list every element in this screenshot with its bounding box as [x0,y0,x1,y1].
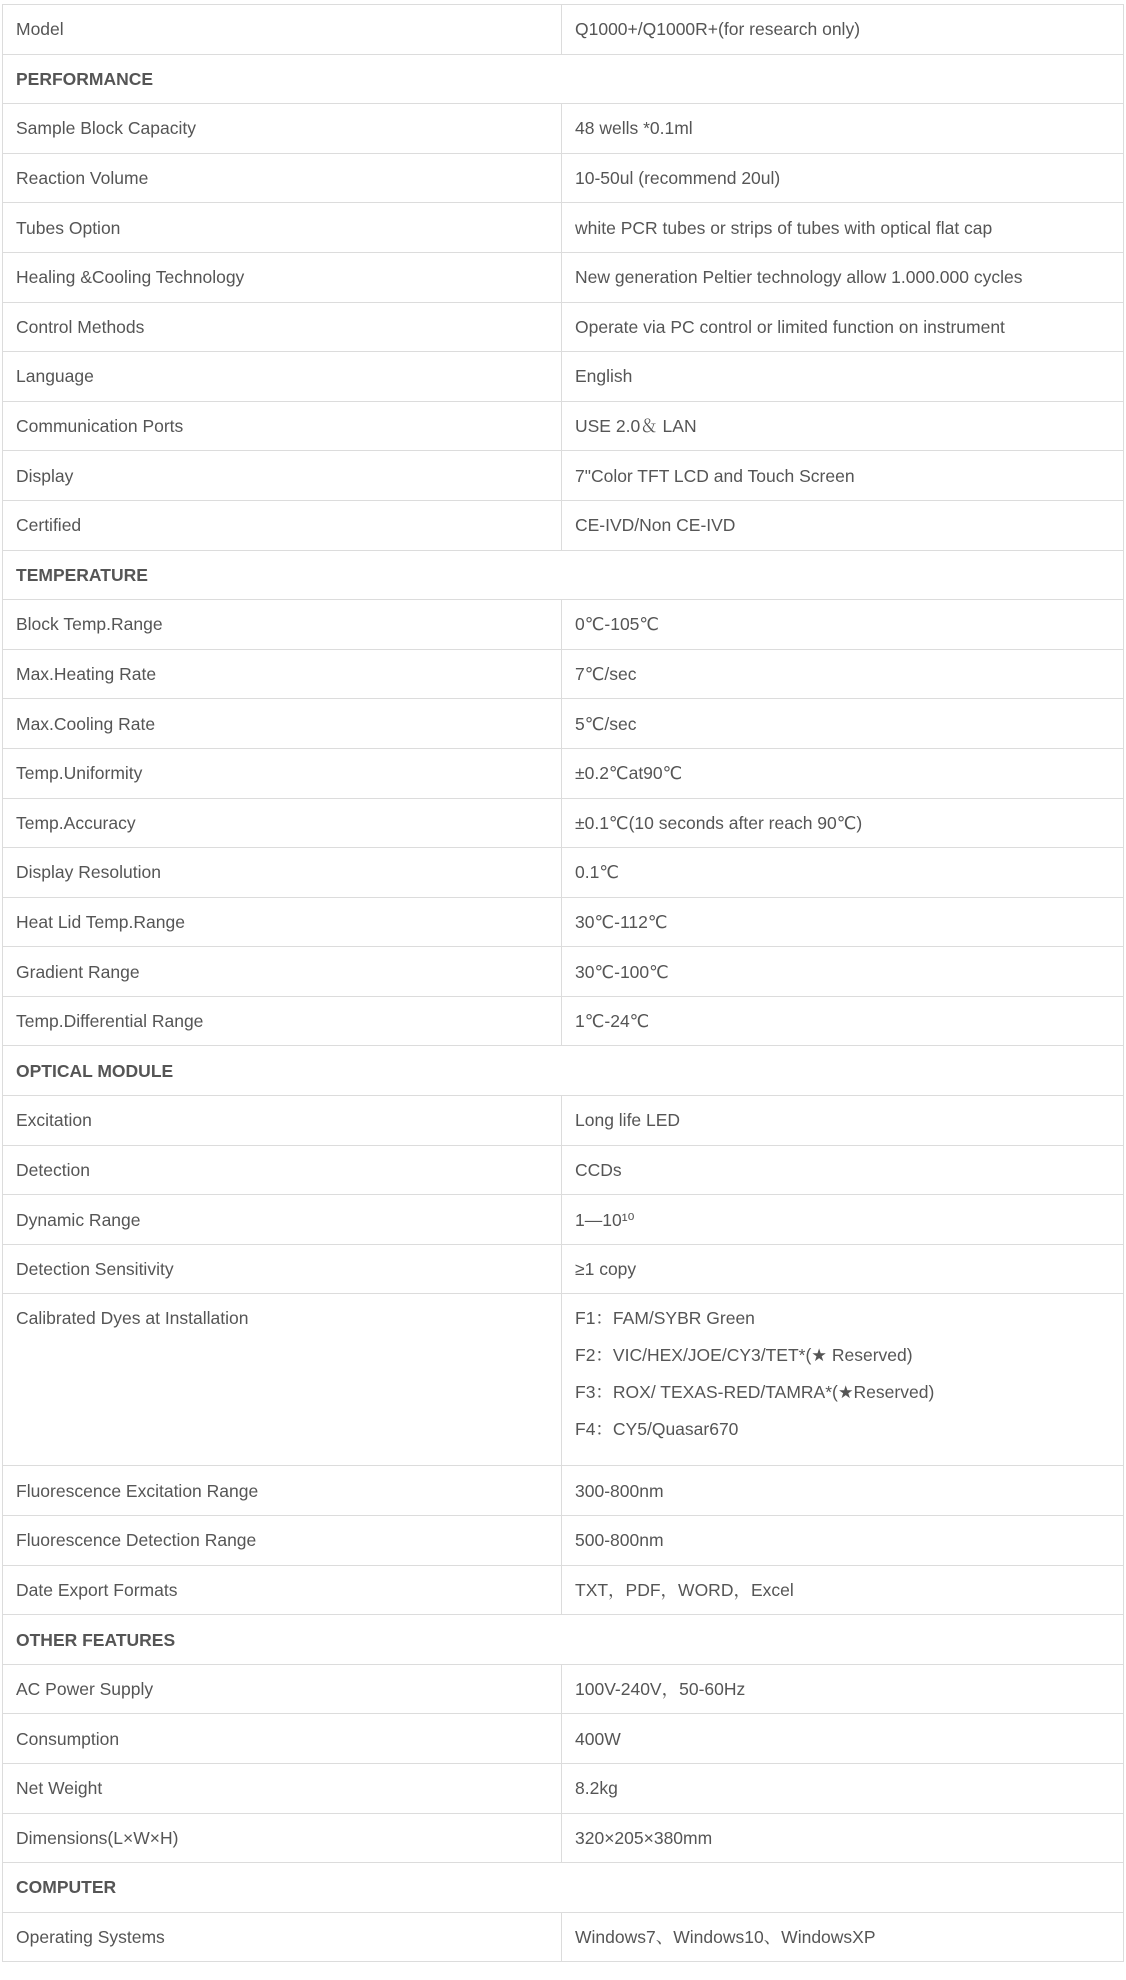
table-row [3,1813,1124,1863]
spec-label: Dynamic Range [3,1195,562,1245]
spec-value: ≥1 copy [562,1244,1124,1294]
table-row [3,600,1124,650]
spec-label: Dimensions(L×W×H) [3,1813,562,1863]
dye-channel-line: F4：CY5/Quasar670 [575,1419,739,1440]
spec-label: Temp.Differential Range [3,996,562,1046]
spec-value: 0℃-105℃ [562,600,1124,650]
table-row [3,1664,1124,1714]
spec-value: 500-800nm [562,1516,1124,1566]
table-row [3,1466,1124,1516]
spec-label: Max.Cooling Rate [3,699,562,749]
spec-label: Detection Sensitivity [3,1244,562,1294]
table-row [3,302,1124,352]
spec-value: 7"Color TFT LCD and Touch Screen [562,451,1124,501]
table-row [3,500,1124,550]
spec-label: Max.Heating Rate [3,649,562,699]
table-row [3,1516,1124,1566]
spec-label: Detection [3,1145,562,1195]
spec-label: Certified [3,500,562,550]
table-row [3,1764,1124,1814]
spec-label: Model [3,5,562,55]
spec-label: Consumption [3,1714,562,1764]
dye-channel-line: F1：FAM/SYBR Green [575,1308,755,1329]
spec-label: Display Resolution [3,848,562,898]
spec-label: Block Temp.Range [3,600,562,650]
spec-value: New generation Peltier technology allow 1.000.000 cycles [562,252,1124,302]
spec-label: Fluorescence Excitation Range [3,1466,562,1516]
table-row [3,352,1124,402]
table-row [3,203,1124,253]
table-row [3,897,1124,947]
table-row [3,748,1124,798]
table-row [3,1294,1124,1466]
table-row [3,1714,1124,1764]
spec-value: Windows7、Windows10、WindowsXP [562,1912,1124,1962]
spec-label: Excitation [3,1096,562,1146]
table-row [3,1912,1124,1962]
spec-label: Sample Block Capacity [3,104,562,154]
section-title-temperature: TEMPERATURE [3,550,1124,600]
spec-value: 30℃-112℃ [562,897,1124,947]
table-row [3,1096,1124,1146]
spec-label: Control Methods [3,302,562,352]
section-title-other-features: OTHER FEATURES [3,1615,1124,1665]
spec-label: Healing &Cooling Technology [3,252,562,302]
spec-value: CE-IVD/Non CE-IVD [562,500,1124,550]
section-title-computer: COMPUTER [3,1863,1124,1913]
section-header-row [3,1046,1124,1096]
spec-value: 8.2kg [562,1764,1124,1814]
dye-channel-line: F2：VIC/HEX/JOE/CY3/TET*(★ Reserved) [575,1345,913,1366]
table-row [3,947,1124,997]
spec-label: AC Power Supply [3,1664,562,1714]
spec-value: 1—10¹⁰ [562,1195,1124,1245]
table-row [3,451,1124,501]
spec-value-list [562,1294,1124,1466]
spec-value: Long life LED [562,1096,1124,1146]
spec-value: 48 wells *0.1ml [562,104,1124,154]
spec-value: 7℃/sec [562,649,1124,699]
table-row [3,252,1124,302]
table-row [3,798,1124,848]
spec-label: Tubes Option [3,203,562,253]
table-row [3,699,1124,749]
spec-value: English [562,352,1124,402]
spec-value: white PCR tubes or strips of tubes with optical flat cap [562,203,1124,253]
section-title-optical-module: OPTICAL MODULE [3,1046,1124,1096]
table-row [3,1244,1124,1294]
spec-label: Gradient Range [3,947,562,997]
spec-label: Date Export Formats [3,1565,562,1615]
spec-value: 1℃-24℃ [562,996,1124,1046]
spec-label: Fluorescence Detection Range [3,1516,562,1566]
spec-value: ±0.1℃(10 seconds after reach 90℃) [562,798,1124,848]
spec-label: Heat Lid Temp.Range [3,897,562,947]
spec-label: Reaction Volume [3,153,562,203]
spec-value: 10-50ul (recommend 20ul) [562,153,1124,203]
table-row [3,153,1124,203]
table-row [3,1195,1124,1245]
spec-label: Temp.Accuracy [3,798,562,848]
table-row [3,649,1124,699]
spec-value: 320×205×380mm [562,1813,1124,1863]
table-row [3,401,1124,451]
section-title-performance: PERFORMANCE [3,54,1124,104]
spec-value: CCDs [562,1145,1124,1195]
spec-label: Temp.Uniformity [3,748,562,798]
spec-value: 400W [562,1714,1124,1764]
spec-label: Operating Systems [3,1912,562,1962]
spec-label: Net Weight [3,1764,562,1814]
table-row [3,848,1124,898]
spec-value: ±0.2℃at90℃ [562,748,1124,798]
spec-label: Display [3,451,562,501]
spec-value: USE 2.0＆ LAN [562,401,1124,451]
spec-value: Q1000+/Q1000R+(for research only) [562,5,1124,55]
spec-label: Calibrated Dyes at Installation [3,1294,562,1466]
section-header-row [3,550,1124,600]
specifications-table [2,4,1124,1962]
table-row [3,996,1124,1046]
dye-channel-line: F3：ROX/ TEXAS-RED/TAMRA*(★Reserved) [575,1382,935,1403]
spec-value: 0.1℃ [562,848,1124,898]
table-row [3,1565,1124,1615]
spec-value: Operate via PC control or limited function on instrument [562,302,1124,352]
spec-value: TXT，PDF，WORD，Excel [562,1565,1124,1615]
spec-value: 300-800nm [562,1466,1124,1516]
table-row [3,5,1124,55]
specifications-table-body [3,5,1124,1962]
section-header-row [3,1863,1124,1913]
section-header-row [3,54,1124,104]
spec-value: 5℃/sec [562,699,1124,749]
spec-label: Language [3,352,562,402]
spec-value: 30℃-100℃ [562,947,1124,997]
spec-value: 100V-240V，50-60Hz [562,1664,1124,1714]
table-row [3,1145,1124,1195]
spec-label: Communication Ports [3,401,562,451]
section-header-row [3,1615,1124,1665]
table-row [3,104,1124,154]
